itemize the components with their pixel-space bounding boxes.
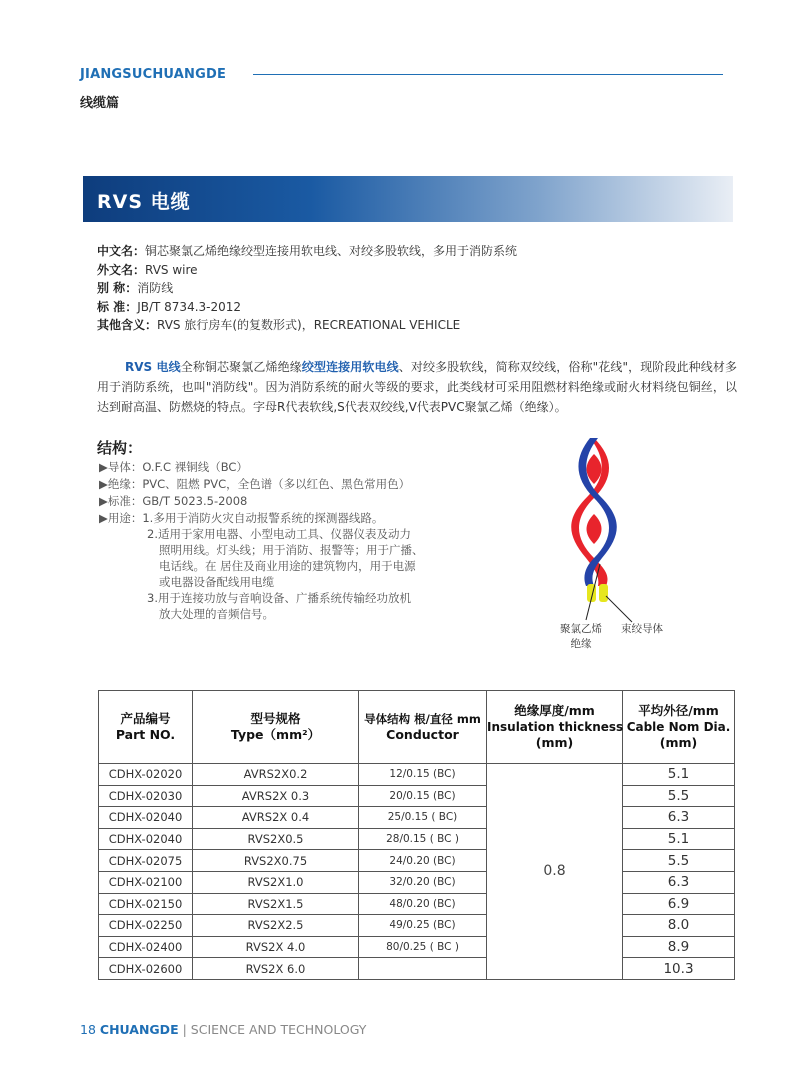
table-header-row [99, 691, 735, 764]
leader-conductor [606, 596, 632, 622]
page-number: 18 [80, 1022, 96, 1037]
meta-chinese-name: 中文名：铜芯聚氯乙烯绝缘绞型连接用软电线、对绞多股软线，多用于消防系统 [97, 244, 518, 258]
meta-alias: 别 称：消防线 [97, 281, 174, 295]
table-row: CDHX-02040 AVRS2X 0.4 25/0.15 ( BC) 6.3 [99, 807, 735, 829]
table-row: CDHX-02100 RVS2X1.0 32/0.20 (BC) 6.3 [99, 871, 735, 893]
structure-line: ▶用途：1.多用于消防火灾自动报警系统的探测器线路。 [99, 511, 384, 525]
cable-body [571, 438, 617, 586]
twisted-cable-illustration [560, 430, 670, 630]
insulation-thickness-cell: 0.8 [487, 764, 623, 980]
table-row: CDHX-02030 AVRS2X 0.3 20/0.15 (BC) 5.5 [99, 785, 735, 807]
structure-line: 照明用线。灯头线；用于消防、报警等；用于广播、 [159, 543, 424, 557]
structure-line: ▶标准：GB/T 5023.5-2008 [99, 494, 248, 508]
meta-foreign-name: 外文名：RVS wire [97, 263, 198, 277]
page-footer [80, 1022, 366, 1037]
footer-tagline: SCIENCE AND TECHNOLOGY [190, 1022, 367, 1037]
structure-line: ▶绝缘：PVC、阻燃 PVC，全色谱（多以红色、黑色常用色） [99, 477, 411, 491]
footer-brand: CHUANGDE [99, 1022, 179, 1037]
intro-paragraph: RVS 电线全称铜芯聚氯乙烯绝缘绞型连接用软电线、对绞多股软线，简称双绞线，俗称"花线"，现阶段此种线材多用于消防系统，也叫"消防线"。因为消防系统的耐火等级的要求，此类线材可采用阻燃材料绝缘或耐火材料绕包铜丝，以达到耐高温、防燃烧的特点。字母R代表软线,S代表双绞线,V代表PVC聚氯乙烯（绝缘）。 [97, 360, 737, 414]
header-conductor: 导体结构 根/直径 mm Conductor [359, 691, 487, 764]
table-row: CDHX-02600 RVS2X 6.0 10.3 [99, 958, 735, 980]
structure-line: 或电器设备配线用电缆 [159, 575, 274, 589]
table-row: CDHX-02020 AVRS2X0.2 12/0.15 (BC) 0.8 5.1 [99, 764, 735, 786]
table-row: CDHX-02150 RVS2X1.5 48/0.20 (BC) 6.9 [99, 893, 735, 915]
structure-line: 电话线。在 居住及商业用途的建筑物内，用于电源 [159, 559, 416, 573]
table-row: CDHX-02250 RVS2X2.5 49/0.25 (BC) 8.0 [99, 915, 735, 937]
section-title: 线缆篇 [80, 96, 120, 111]
structure-line: ▶导体：O.F.C 裸铜线（BC） [99, 460, 248, 474]
structure-line: 放大处理的音频信号。 [159, 607, 274, 621]
header-insulation: 绝缘厚度/mm Insulation thickness (mm) [487, 691, 623, 764]
header-rule [253, 74, 723, 75]
table-row: CDHX-02075 RVS2X0.75 24/0.20 (BC) 5.5 [99, 850, 735, 872]
header-part-no: 产品编号 Part NO. [99, 691, 193, 764]
table-row: CDHX-02040 RVS2X0.5 28/0.15 ( BC ) 5.1 [99, 828, 735, 850]
header-type: 型号规格 Type（mm²） [193, 691, 359, 764]
structure-title: 结构： [97, 439, 143, 457]
meta-standard: 标 准：JB/T 8734.3-2012 [97, 300, 242, 314]
meta-other-meaning: 其他含义：RVS 旅行房车(的复数形式)，RECREATIONAL VEHICLE [97, 318, 461, 332]
label-insulation: 聚氯乙烯 绝缘 [560, 623, 602, 650]
label-conductor: 束绞导体 [621, 623, 663, 635]
structure-line: 3.用于连接功放与音响设备、广播系统传输经功放机 [147, 591, 411, 605]
conductor-right [599, 584, 608, 602]
header-diameter: 平均外径/mm Cable Nom Dia. (mm) [623, 691, 735, 764]
brand-name: JIANGSUCHUANGDE [80, 67, 227, 82]
table-row: CDHX-02400 RVS2X 4.0 80/0.25 ( BC ) 8.9 [99, 936, 735, 958]
spec-table [98, 690, 735, 980]
footer-separator: | [182, 1022, 187, 1037]
page-title: RVS 电缆 [97, 191, 191, 213]
structure-line: 2.适用于家用电器、小型电动工具、仪器仪表及动力 [147, 527, 411, 541]
